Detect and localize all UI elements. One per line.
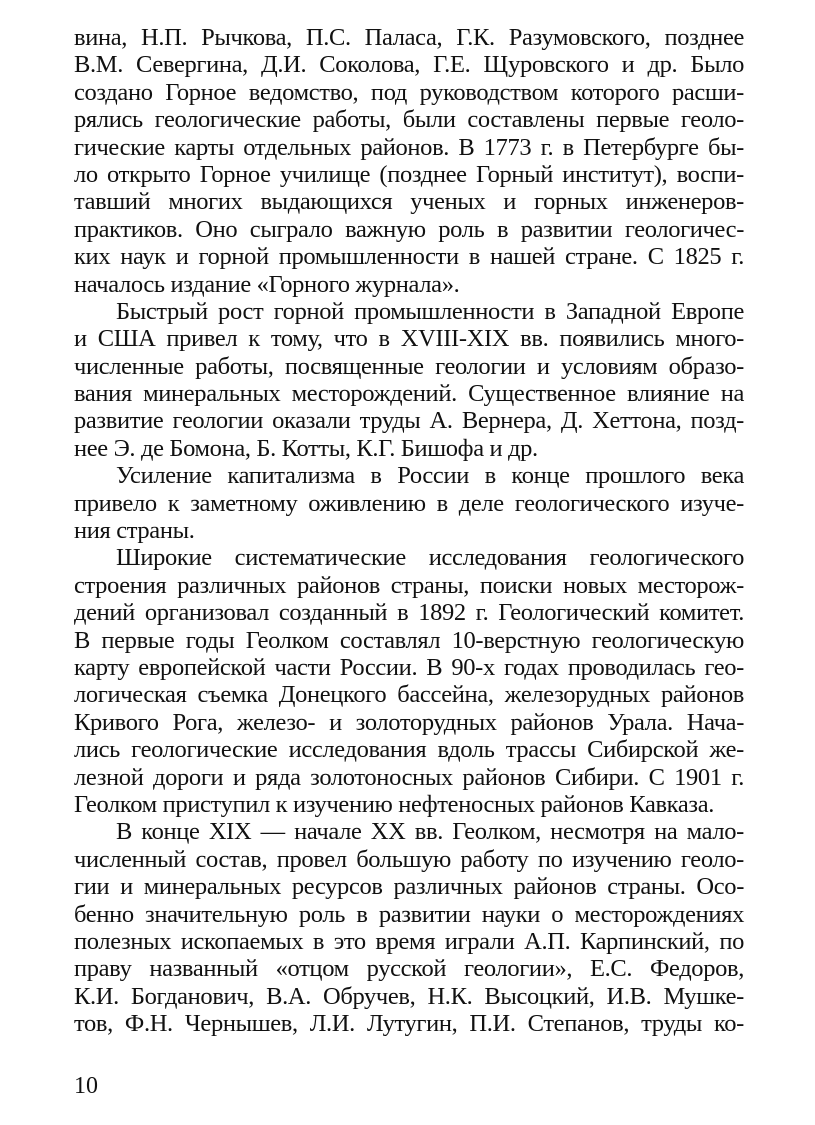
- text-line: началось издание «Горного журнала».: [74, 270, 460, 298]
- text-line: ких наук и горной промышленности в нашей стране. С 1825 г.: [74, 243, 744, 271]
- text-line: и США привел к тому, что в XVIII-XIX вв. появились много-: [74, 325, 744, 353]
- text-line: практиков. Оно сыграло важную роль в развитии геологичес-: [74, 215, 744, 243]
- text-line: гии и минеральных ресурсов различных районов страны. Осо-: [74, 873, 744, 901]
- text-line: праву названный «отцом русской геологии», Е.С. Федоров,: [74, 955, 744, 983]
- text-line: К.И. Богданович, В.А. Обручев, Н.К. Высоцкий, И.В. Мушке-: [74, 982, 744, 1010]
- text-line: гические карты отдельных районов. В 1773 г. в Петербурге бы-: [74, 133, 744, 161]
- text-line: В первые годы Геолком составлял 10-верстную геологическую: [74, 626, 744, 654]
- text-line: бенно значительную роль в развитии науки о месторождениях: [74, 900, 744, 928]
- text-line: ло открыто Горное училище (позднее Горный институт), воспи-: [74, 160, 744, 188]
- text-line: нее Э. де Бомона, Б. Котты, К.Г. Бишофа и др.: [74, 434, 538, 462]
- text-line: лезной дороги и ряда золотоносных районов Сибири. С 1901 г.: [74, 763, 744, 791]
- paragraph-2: [74, 298, 744, 462]
- paragraph-5: [74, 818, 744, 1037]
- text-line: тов, Ф.Н. Чернышев, Л.И. Лутугин, П.И. Степанов, труды ко-: [74, 1010, 744, 1038]
- page-number: 10: [74, 1073, 98, 1099]
- text-line: тавший многих выдающихся ученых и горных инженеров-: [74, 188, 744, 216]
- paragraph-1: [74, 24, 744, 298]
- text-line: Усиление капитализма в России в конце прошлого века: [116, 462, 744, 490]
- text-line: привело к заметному оживлению в деле геологического изуче-: [74, 489, 744, 517]
- text-line: вина, Н.П. Рычкова, П.С. Паласа, Г.К. Разумовского, позднее: [74, 24, 744, 51]
- text-line: карту европейской части России. В 90-х годах проводилась гео-: [74, 653, 744, 681]
- text-line: дений организовал созданный в 1892 г. Геологический комитет.: [74, 599, 744, 627]
- text-line: создано Горное ведомство, под руководством которого расши-: [74, 78, 744, 106]
- text-line: развитие геологии оказали труды А. Вернера, Д. Хеттона, позд-: [74, 407, 744, 435]
- text-line: вания минеральных месторождений. Существенное влияние на: [74, 380, 744, 408]
- text-line: В конце XIX — начале XX вв. Геолком, несмотря на мало-: [116, 818, 744, 846]
- text-line: полезных ископаемых в это время играли А.П. Карпинский, по: [74, 927, 744, 955]
- text-line: строения различных районов страны, поиски новых месторож-: [74, 571, 744, 599]
- text-line: В.М. Севергина, Д.И. Соколова, Г.Е. Щуровского и др. Было: [74, 51, 744, 79]
- text-line: численный состав, провел большую работу по изучению геоло-: [74, 845, 744, 873]
- text-line: Кривого Рога, железо- и золоторудных районов Урала. Нача-: [74, 708, 744, 736]
- text-line: Геолком приступил к изучению нефтеносных районов Кавказа.: [74, 790, 715, 818]
- text-line: логическая съемка Донецкого бассейна, железорудных районов: [74, 681, 744, 709]
- body-text: [74, 24, 744, 1037]
- text-line: ния страны.: [74, 517, 195, 545]
- paragraph-3: [74, 462, 744, 544]
- text-line: лись геологические исследования вдоль трассы Сибирской же-: [74, 736, 744, 764]
- text-line: Быстрый рост горной промышленности в Западной Европе: [116, 297, 744, 325]
- paragraph-4: [74, 544, 744, 818]
- text-line: Широкие систематические исследования геологического: [116, 544, 744, 572]
- text-line: рялись геологические работы, были составлены первые геоло-: [74, 106, 744, 134]
- text-line: численные работы, посвященные геологии и условиям образо-: [74, 352, 744, 380]
